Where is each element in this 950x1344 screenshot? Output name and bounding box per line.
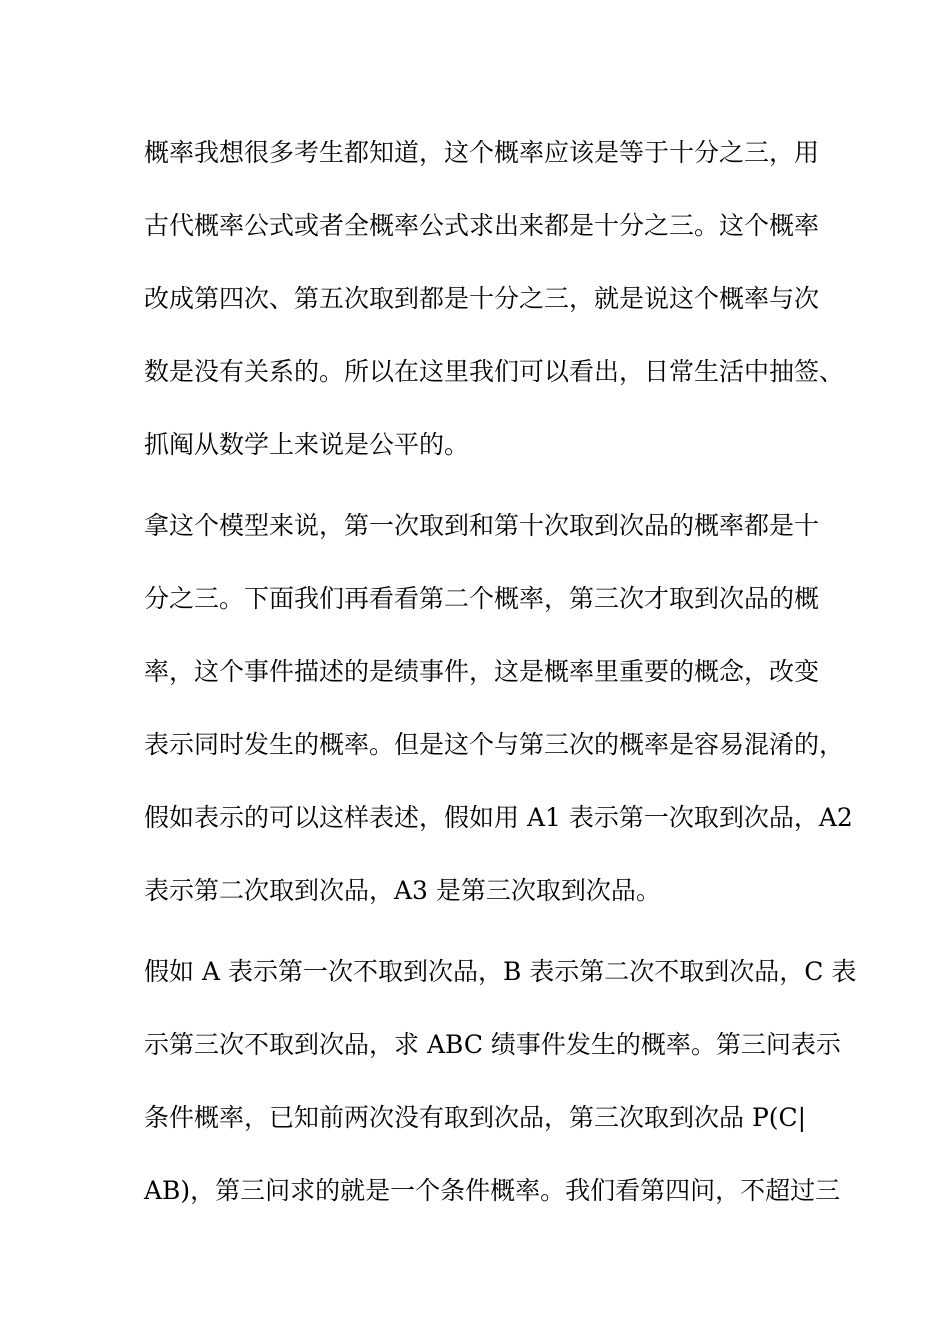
text-line: 假如 A 表示第一次不取到次品，B 表示第二次不取到次品，C 表 [144,957,857,986]
text-line: 率，这个事件描述的是绩事件，这是概率里重要的概念，改变 [144,657,820,686]
text-line: 条件概率，已知前两次没有取到次品，第三次取到次品 P(C| [144,1103,807,1132]
text-line: 表示第二次取到次品，A3 是第三次取到次品。 [144,876,661,905]
text-line: 拿这个模型来说，第一次取到和第十次取到次品的概率都是十 [144,511,820,540]
text-line: 分之三。下面我们再看看第二个概率，第三次才取到次品的概 [144,584,820,613]
text-line: 表示同时发生的概率。但是这个与第三次的概率是容易混淆的， [144,730,845,759]
text-line: 数是没有关系的。所以在这里我们可以看出，日常生活中抽签、 [144,357,845,386]
text-line: 抓阄从数学上来说是公平的。 [144,430,470,459]
text-line: 概率我想很多考生都知道，这个概率应该是等于十分之三，用 [144,138,820,167]
text-line: 示第三次不取到次品，求 ABC 绩事件发生的概率。第三问表示 [144,1030,841,1059]
text-line: 古代概率公式或者全概率公式求出来都是十分之三。这个概率 [144,211,820,240]
text-line: 假如表示的可以这样表述，假如用 A1 表示第一次取到次品，A2 [144,803,853,832]
text-line: AB)，第三问求的就是一个条件概率。我们看第四问，不超过三 [144,1176,841,1205]
text-line: 改成第四次、第五次取到都是十分之三，就是说这个概率与次 [144,284,820,313]
